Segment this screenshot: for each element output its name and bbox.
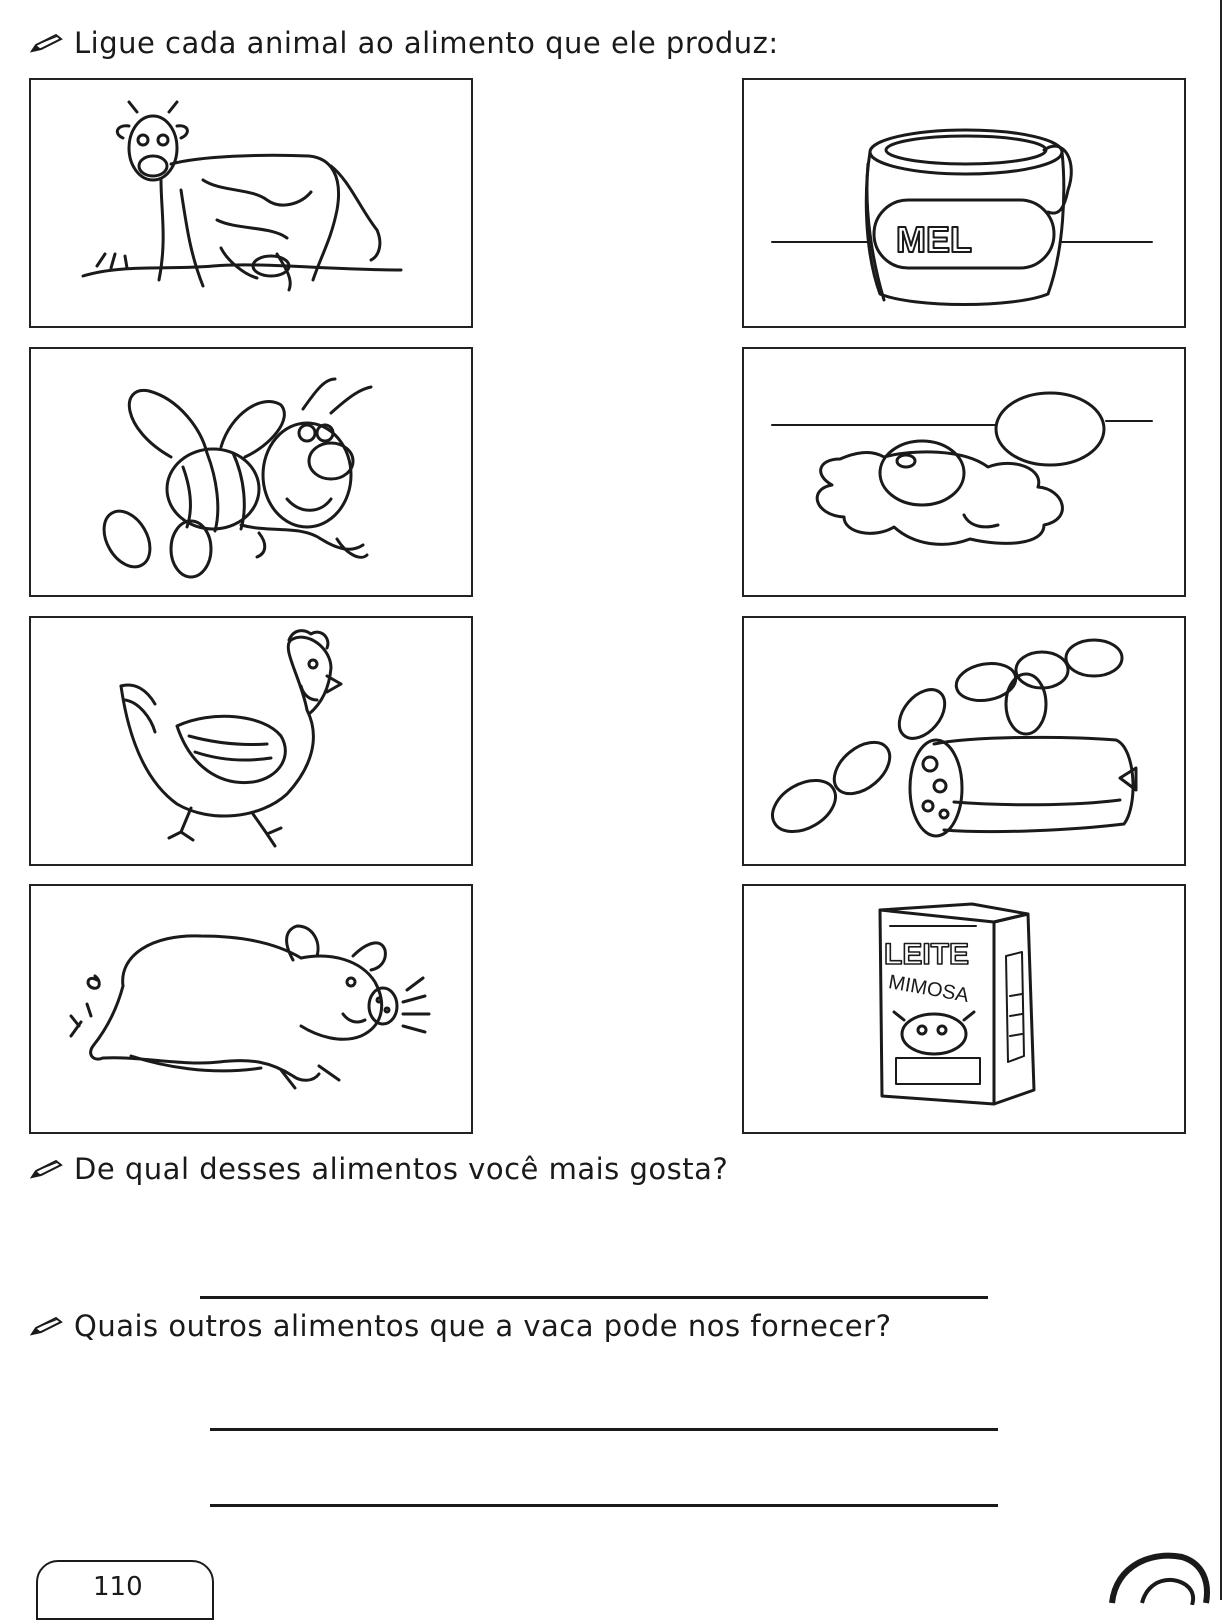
- hen-icon: [31, 618, 473, 866]
- pig-panel[interactable]: [29, 884, 473, 1134]
- pencil-icon: [30, 1316, 64, 1336]
- milk-panel[interactable]: [742, 884, 1186, 1134]
- page-number: 110: [93, 1572, 143, 1602]
- instruction-cow-foods-text: Quais outros alimentos que a vaca pode nos fornecer?: [74, 1309, 892, 1343]
- milk-label-brand: LEITE: [884, 938, 970, 971]
- pig-icon: [31, 886, 473, 1134]
- sausages-panel[interactable]: [742, 616, 1186, 866]
- page-border-line: [1220, 0, 1222, 1600]
- answer-line-favorite[interactable]: [200, 1296, 988, 1299]
- honey-pot-icon: [744, 80, 1186, 328]
- page-number-tab: [36, 1560, 214, 1620]
- eggs-icon: [744, 349, 1186, 597]
- instruction-favorite: [30, 1152, 728, 1186]
- hen-panel[interactable]: [29, 616, 473, 866]
- instruction-connect-text: Ligue cada animal ao alimento que ele produz:: [74, 26, 779, 60]
- bee-icon: [31, 349, 473, 597]
- pencil-icon: [30, 1159, 64, 1179]
- cow-panel[interactable]: [29, 78, 473, 328]
- answer-line-cow-2[interactable]: [210, 1504, 998, 1507]
- instruction-cow-foods: [30, 1309, 891, 1343]
- cow-icon: [31, 80, 473, 328]
- answer-line-cow-1[interactable]: [210, 1428, 998, 1431]
- honey-panel[interactable]: [742, 78, 1186, 328]
- milk-label-name: MIMOSA: [886, 971, 971, 1007]
- milk-carton-icon: [744, 886, 1186, 1134]
- instruction-favorite-text: De qual desses alimentos você mais gosta?: [74, 1152, 729, 1186]
- honey-label: MEL: [896, 219, 972, 260]
- bee-panel[interactable]: [29, 347, 473, 597]
- eggs-panel[interactable]: [742, 347, 1186, 597]
- sausages-icon: [744, 618, 1186, 866]
- pencil-icon: [30, 33, 64, 53]
- instruction-connect: [30, 26, 779, 60]
- corner-swirl-icon: [1102, 1545, 1212, 1605]
